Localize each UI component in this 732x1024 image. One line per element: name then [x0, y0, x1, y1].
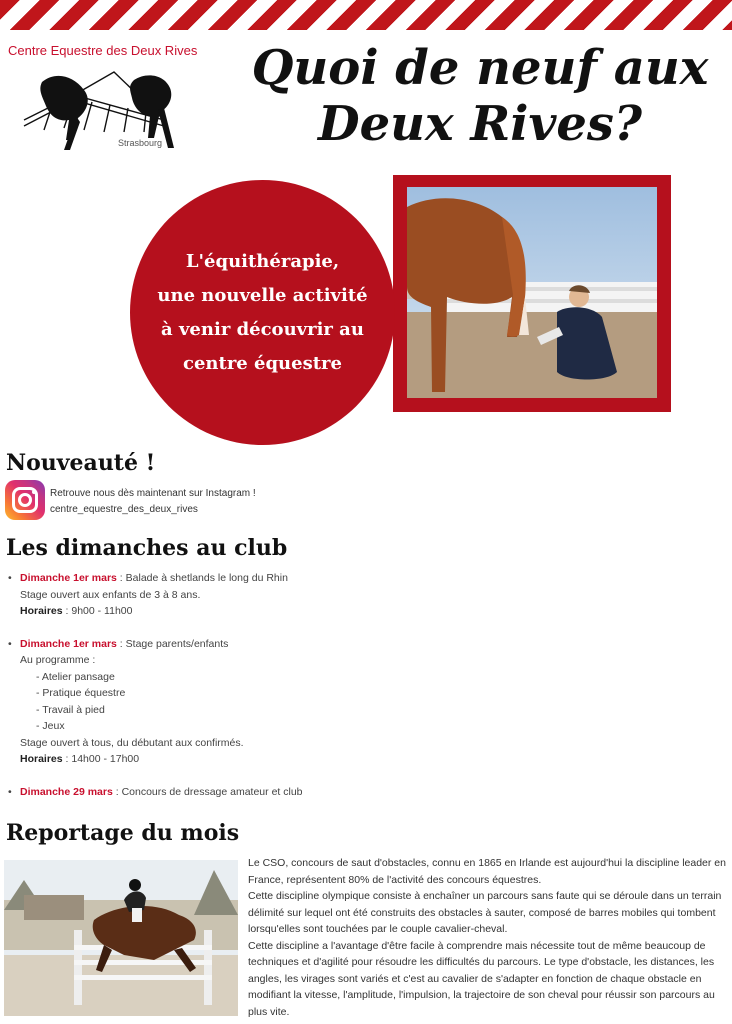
feature-circle — [130, 180, 395, 445]
event-date: Dimanche 29 mars — [20, 785, 113, 798]
instagram-line: Retrouve nous dès maintenant sur Instagram ! — [50, 488, 256, 499]
hours-label: Horaires — [20, 605, 63, 617]
event-desc: : Balade à shetlands le long du Rhin — [116, 572, 288, 584]
event-date: Dimanche 1er mars — [20, 572, 117, 584]
headline-line-1: Quoi de neuf aux — [251, 40, 709, 96]
event-detail: Stage ouvert à tous, du débutant aux confirmés. — [20, 736, 244, 749]
event-headline — [20, 784, 728, 801]
event-hours — [20, 751, 728, 768]
logo-city: Strasbourg — [118, 138, 163, 148]
event-detail: Stage ouvert aux enfants de 3 à 8 ans. — [20, 588, 201, 601]
page-headline — [240, 40, 720, 152]
hours-value: : 9h00 - 11h00 — [62, 605, 133, 617]
horse-logo — [14, 60, 194, 160]
program-item: - Jeux — [36, 720, 65, 732]
brand-name: Centre Equestre des Deux Rives — [8, 43, 198, 58]
hours-value: : 14h00 - 17h00 — [62, 753, 140, 765]
show-jumping-photo — [4, 860, 238, 1016]
program-item: - Travail à pied — [36, 703, 105, 716]
event-date: Dimanche 1er mars — [20, 637, 117, 650]
instagram-handle[interactable]: centre_equestre_des_deux_rives — [50, 504, 198, 515]
feature-photo-frame — [393, 175, 671, 412]
program-label: Au programme : — [20, 654, 96, 666]
header-stripe-band — [0, 0, 732, 30]
event-desc: : Stage parents/enfants — [116, 637, 229, 650]
feature-line-2: une nouvelle activité — [157, 284, 368, 306]
event-item — [8, 636, 728, 768]
program-item: - Atelier pansage — [36, 670, 115, 683]
event-item — [8, 570, 728, 620]
hours-label: Horaires — [20, 753, 63, 765]
news-title: Nouveauté ! — [6, 450, 156, 476]
report-text — [248, 855, 728, 1020]
feature-line-3: à venir découvrir au — [161, 318, 364, 340]
report-paragraph-2: Cette discipline olympique consiste à enchaîner un parcours sans faute qui se déroule dans un terrain délimité sur lequel ont été construits des obstacles à sauter, composé de barres mobiles qui tombent lorsqu'elles sont touchées par le couple cavalier-cheval. — [248, 890, 722, 935]
feature-text — [148, 245, 378, 381]
events-list — [8, 570, 728, 816]
event-desc: : Concours de dressage amateur et club — [112, 785, 303, 798]
headline-line-2: Deux Rives? — [317, 96, 643, 152]
event-headline — [20, 636, 728, 653]
instagram-icon[interactable] — [5, 480, 45, 520]
program-item: - Pratique équestre — [36, 687, 126, 699]
report-paragraph-1: Le CSO, concours de saut d'obstacles, connu en 1865 en Irlande est aujourd'hui la discipline leader en France, représentent 80% de l'activité des concours équestres. — [248, 857, 726, 886]
report-title: Reportage du mois — [6, 820, 240, 846]
horse-and-woman-photo — [407, 187, 657, 398]
feature-line-1: L'équithérapie, — [185, 250, 340, 272]
event-item — [8, 784, 728, 801]
feature-line-4: centre équestre — [183, 352, 342, 374]
event-hours — [20, 603, 728, 620]
event-headline — [20, 570, 728, 587]
instagram-info — [50, 486, 256, 518]
report-paragraph-3: Cette discipline a l'avantage d'être facile à comprendre mais nécessite tout de même beaucoup de techniques et d'agilité pour résoudre les difficultés du parcours. Le type d'obstacle, les distances, les angles, les virages sont variés et c'est au cavalier de s'adapter en fonction de chaque obstacle en modifiant la vitesse, l'amplitude, l'impulsion, la trajectoire de son cheval pour réussir son parcours au plus vite. — [248, 939, 715, 1018]
sundays-title: Les dimanches au club — [6, 535, 288, 561]
